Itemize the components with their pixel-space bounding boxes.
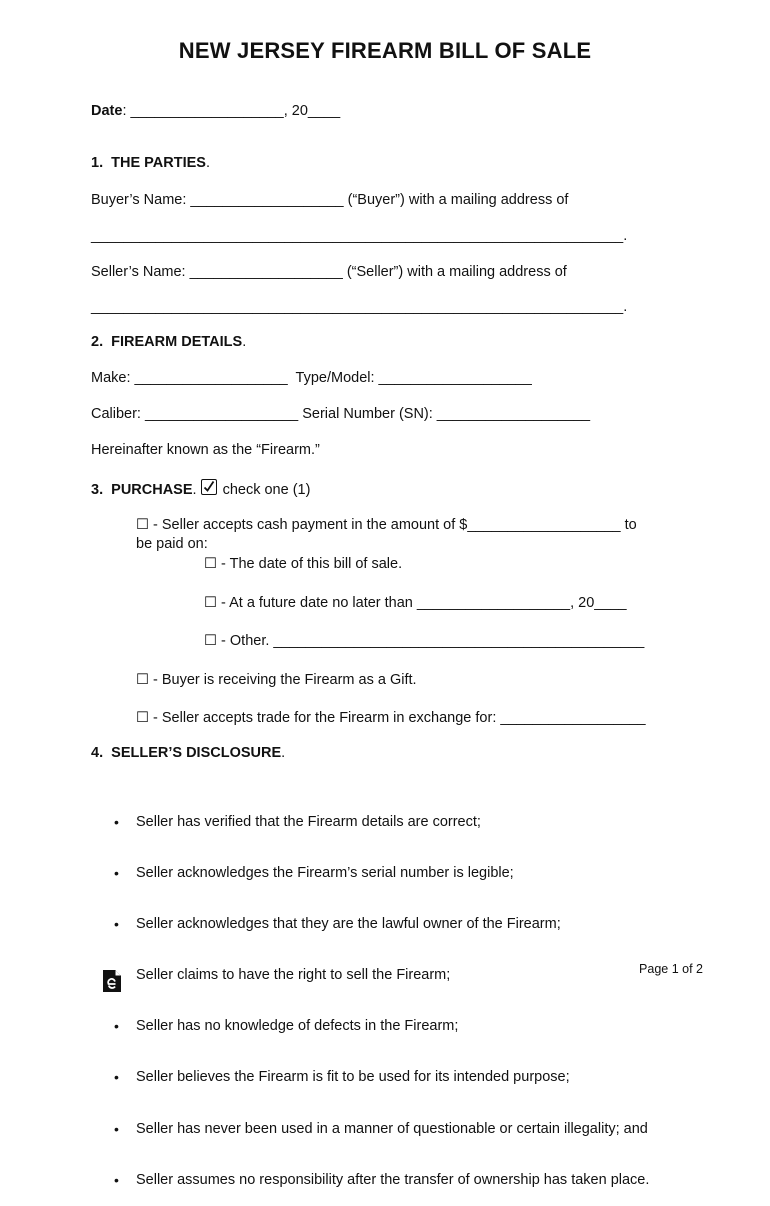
date-field[interactable]: : ___________________, 20____ [122,103,341,119]
check-one-label: check one (1) [222,482,311,498]
list-item: • Seller acknowledges that they are the lawful owner of the Firearm; [108,915,649,934]
section-firearm-heading: 2. FIREARM DETAILS. [91,334,247,350]
make-model-field[interactable]: Make: ___________________ Type/Model: ___________________ [91,370,532,386]
page-number: Page 1 of 2 [639,962,703,976]
list-item: • Seller believes the Firearm is fit to be used for its intended purpose; [108,1068,649,1087]
checkmark-icon [201,479,217,495]
section-disclosure-heading: 4. SELLER’S DISCLOSURE. [91,745,286,761]
caliber-serial-field[interactable]: Caliber: ___________________ Serial Number (SN): ___________________ [91,406,591,422]
trade-option[interactable]: ☐ - Seller accepts trade for the Firearm in exchange for: __________________ [136,710,646,726]
cash-payment-option-cont: be paid on: [136,536,208,552]
section-purchase-heading: 3. PURCHASE. check one (1) [91,478,310,498]
hereinafter-text: Hereinafter known as the “Firearm.” [91,442,320,458]
list-item: • Seller claims to have the right to sell the Firearm; [108,966,649,985]
seller-address-field[interactable]: __________________________________________________________________. [91,299,628,315]
disclosure-list [108,781,649,1206]
list-item: • Seller has verified that the Firearm details are correct; [108,813,649,832]
list-item: • Seller assumes no responsibility after the transfer of ownership has taken place. [108,1171,649,1190]
gift-option[interactable]: ☐ - Buyer is receiving the Firearm as a Gift. [136,672,417,688]
date-label: Date [91,103,123,119]
seller-name-field[interactable]: Seller’s Name: ___________________ (“Seller”) with a mailing address of [91,264,567,280]
section-parties-heading: 1. THE PARTIES. [91,155,210,171]
date-row [91,103,340,119]
list-item: • Seller has never been used in a manner of questionable or certain illegality; and [108,1120,649,1139]
document-title: NEW JERSEY FIREARM BILL OF SALE [178,38,592,63]
buyer-address-field[interactable]: __________________________________________________________________. [91,228,628,244]
buyer-name-field[interactable]: Buyer’s Name: ___________________ (“Buyer”) with a mailing address of [91,192,569,208]
option-future-date[interactable]: ☐ - At a future date no later than ___________________, 20____ [204,595,627,611]
cash-payment-option[interactable]: ☐ - Seller accepts cash payment in the amount of $___________________ to [136,517,637,533]
list-item: • Seller has no knowledge of defects in the Firearm; [108,1017,649,1036]
option-other[interactable]: ☐ - Other. ______________________________________________ [204,633,645,649]
list-item: • Seller acknowledges the Firearm’s serial number is legible; [108,864,649,883]
option-date-of-bill[interactable]: ☐ - The date of this bill of sale. [204,556,403,572]
eforms-logo-icon [93,951,122,998]
